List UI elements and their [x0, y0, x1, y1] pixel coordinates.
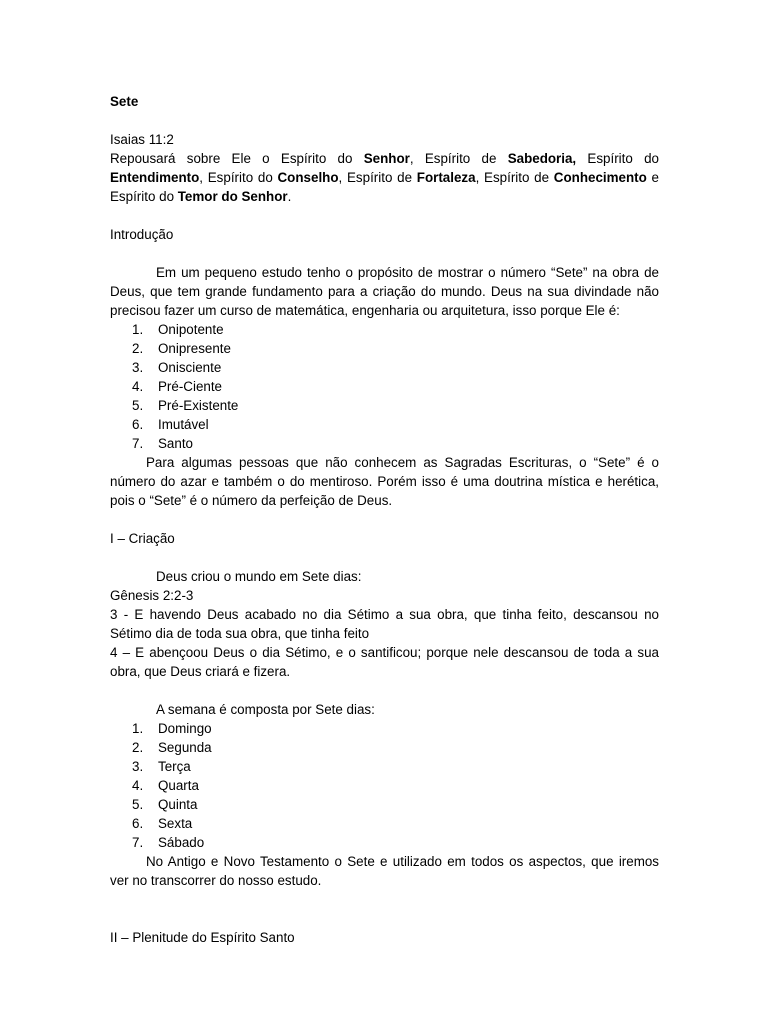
list-item: 2. Onipresente	[132, 341, 231, 356]
document-title: Sete	[110, 94, 139, 109]
list-item: 1. Onipotente	[132, 322, 224, 337]
intro-closing: Para algumas pessoas que não conhecem as Sagradas Escrituras, o “Sete” é o número do azar e também o do mentiroso. Porém isso é uma doutrina mística e herética, pois o “Sete” é o número da perfeição de Deus.	[110, 455, 659, 508]
section2-heading: II – Plenitude do Espírito Santo	[110, 930, 295, 945]
list-item: 6. Imutável	[132, 417, 209, 432]
section1-reference: Gênesis 2:2-3	[110, 588, 194, 603]
list-item: 5. Quinta	[132, 797, 198, 812]
list-item: 4. Quarta	[132, 778, 199, 793]
list-item: 3. Onisciente	[132, 360, 222, 375]
section1-verse3: 3 - E havendo Deus acabado no dia Sétimo a sua obra, que tinha feito, descansou no Sétimo dia de toda sua obra, que tinha feito	[110, 607, 659, 641]
section1-heading: I – Criação	[110, 531, 175, 546]
intro-paragraph: Em um pequeno estudo tenho o propósito de mostrar o número “Sete” na obra de Deus, que tem grande fundamento para a criação do mundo. Deus na sua divindade não precisou fazer um curso de matemática, engenharia ou arquitetura, isso porque Ele é:	[110, 265, 659, 318]
verse-text: Repousará sobre Ele o Espírito do Senhor, Espírito de Sabedoria, Espírito do Entendimento, Espírito do Conselho, Espírito de Fortaleza, Espírito de Conhecimento e Espírito do Temor do Senhor.	[110, 151, 659, 204]
week-lead: A semana é composta por Sete dias:	[156, 702, 375, 717]
list-item: 3. Terça	[132, 759, 191, 774]
list-item: 2. Segunda	[132, 740, 212, 755]
list-item: 7. Sábado	[132, 835, 205, 850]
section1-lead: Deus criou o mundo em Sete dias:	[156, 569, 362, 584]
section1-closing: No Antigo e Novo Testamento o Sete e utilizado em todos os aspectos, que iremos ver no transcorrer do nosso estudo.	[110, 854, 659, 888]
list-item: 4. Pré-Ciente	[132, 379, 223, 394]
list-item: 5. Pré-Existente	[132, 398, 239, 413]
intro-heading: Introdução	[110, 227, 174, 242]
verse-reference: Isaias 11:2	[110, 132, 174, 147]
section1-verse4: 4 – E abençoou Deus o dia Sétimo, e o santificou; porque nele descansou de toda a sua obra, que Deus criará e fizera.	[110, 645, 659, 679]
list-item: 1. Domingo	[132, 721, 212, 736]
list-item: 6. Sexta	[132, 816, 193, 831]
days-list	[110, 719, 659, 852]
document-body	[110, 92, 659, 947]
attributes-list	[110, 320, 659, 453]
list-item: 7. Santo	[132, 436, 193, 451]
